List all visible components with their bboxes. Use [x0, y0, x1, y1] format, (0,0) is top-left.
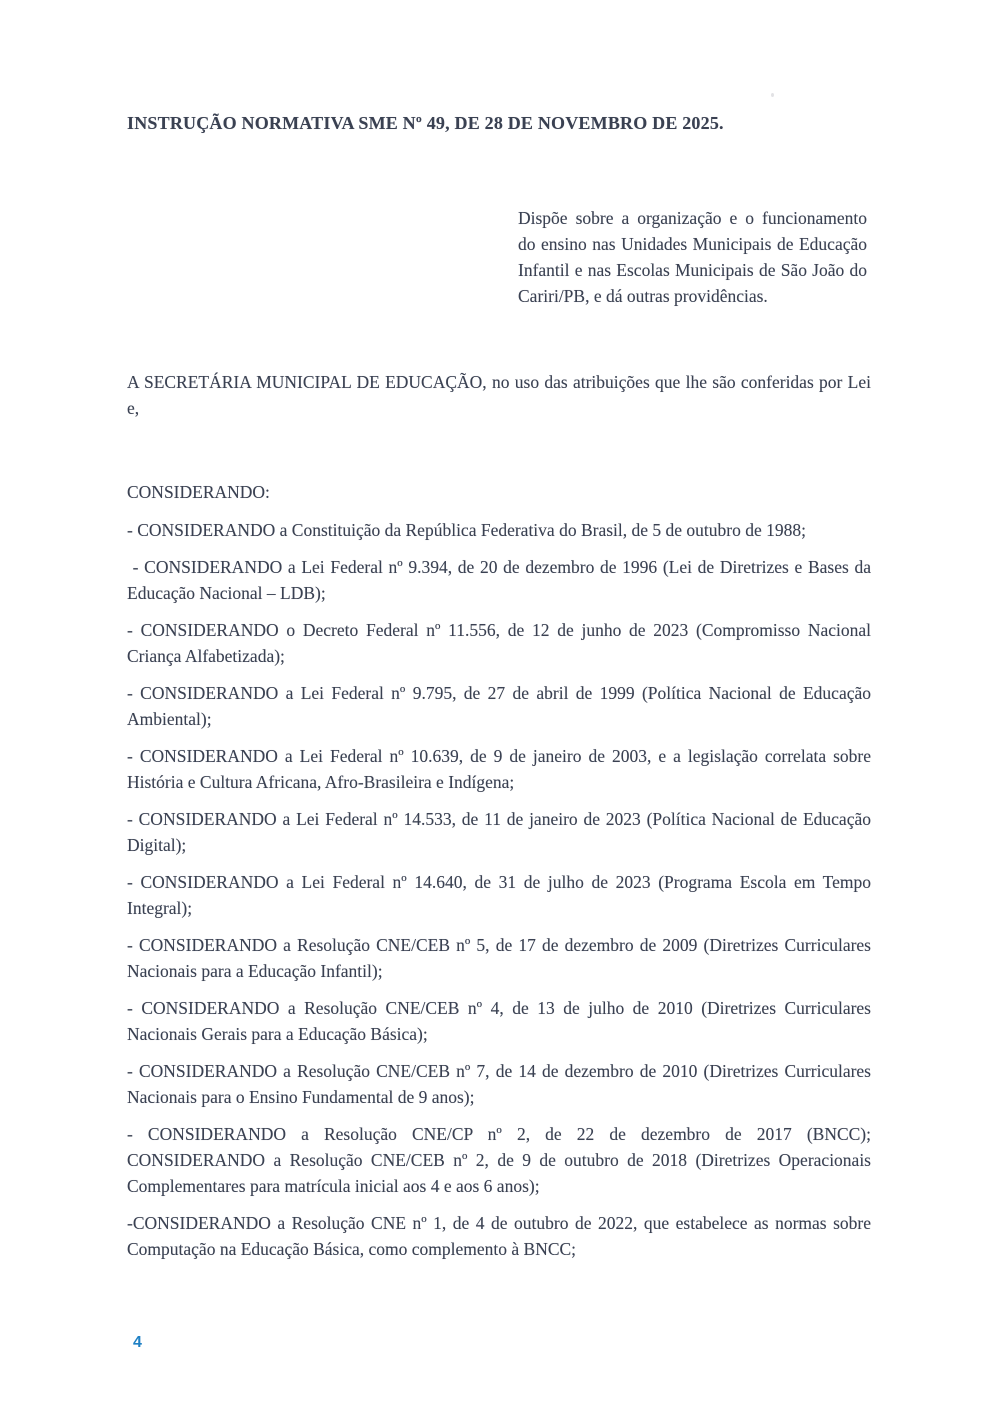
considerando-item: - CONSIDERANDO o Decreto Federal nº 11.556, de 12 de junho de 2023 (Compromisso Nacional Criança Alfabetizada);	[127, 620, 871, 666]
considerando-item: - CONSIDERANDO a Resolução CNE/CEB nº 5, de 17 de dezembro de 2009 (Diretrizes Curriculares Nacionais para a Educação Infantil);	[127, 935, 871, 981]
considerando-item: - CONSIDERANDO a Constituição da República Federativa do Brasil, de 5 de outubro de 1988;	[127, 520, 806, 540]
considerando-item: - CONSIDERANDO a Lei Federal nº 10.639, de 9 de janeiro de 2003, e a legislação correlata sobre História e Cultura Africana, Afro-Brasileira e Indígena;	[127, 746, 871, 792]
considerando-item: - CONSIDERANDO a Lei Federal nº 14.533, de 11 de janeiro de 2023 (Política Nacional de Educação Digital);	[127, 809, 871, 855]
considerando-item: - CONSIDERANDO a Lei Federal nº 9.394, de 20 de dezembro de 1996 (Lei de Diretrizes e Bases da Educação Nacional – LDB);	[127, 557, 871, 603]
document-content	[127, 110, 871, 1273]
ementa-summary: Dispõe sobre a organização e o funcionamento do ensino nas Unidades Municipais de Educação Infantil e nas Escolas Municipais de São João do Cariri/PB, e dá outras providências.	[518, 208, 867, 306]
page-number: 4	[133, 1334, 142, 1351]
considerando-item: - CONSIDERANDO a Resolução CNE/CEB nº 7, de 14 de dezembro de 2010 (Diretrizes Curriculares Nacionais para o Ensino Fundamental de 9 anos);	[127, 1061, 871, 1107]
considerando-item: - CONSIDERANDO a Resolução CNE/CP nº 2, de 22 de dezembro de 2017 (BNCC); CONSIDERANDO a Resolução CNE/CEB nº 2, de 9 de outubro de 2018 (Diretrizes Operacionais Complementares para matrícula inicial aos 4 e aos 6 anos);	[127, 1124, 871, 1196]
considerando-item: -CONSIDERANDO a Resolução CNE nº 1, de 4 de outubro de 2022, que estabelece as normas sobre Computação na Educação Básica, como complemento à BNCC;	[127, 1213, 871, 1259]
document-title: INSTRUÇÃO NORMATIVA SME Nº 49, DE 28 DE NOVEMBRO DE 2025.	[127, 113, 724, 133]
preamble-paragraph: A SECRETÁRIA MUNICIPAL DE EDUCAÇÃO, no uso das atribuições que lhe são conferidas por Lei e,	[127, 372, 871, 418]
considerando-heading: CONSIDERANDO:	[127, 482, 270, 502]
considerando-item: - CONSIDERANDO a Lei Federal nº 9.795, de 27 de abril de 1999 (Política Nacional de Educação Ambiental);	[127, 683, 871, 729]
considerando-item: - CONSIDERANDO a Resolução CNE/CEB nº 4, de 13 de julho de 2010 (Diretrizes Curriculares Nacionais Gerais para a Educação Básica);	[127, 998, 871, 1044]
considerando-item: - CONSIDERANDO a Lei Federal nº 14.640, de 31 de julho de 2023 (Programa Escola em Tempo Integral);	[127, 872, 871, 918]
scan-artifact	[771, 93, 774, 97]
